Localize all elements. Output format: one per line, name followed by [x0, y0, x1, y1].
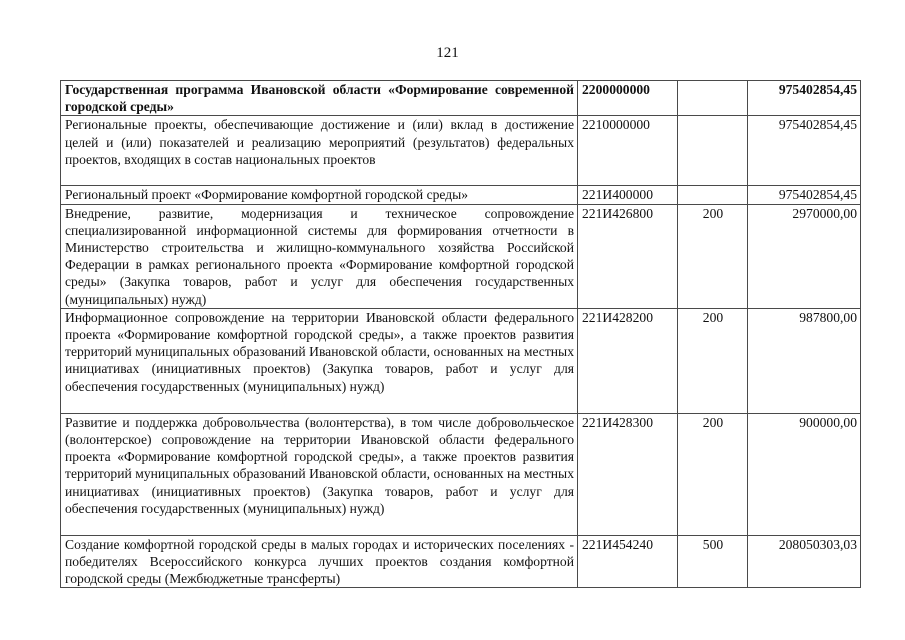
- row-amount: 975402854,45: [748, 186, 861, 204]
- row-target-code: 221И428200: [578, 308, 678, 413]
- row-name: Создание комфортной городской среды в малых городах и исторических поселениях - победителях Всероссийского конкурса лучших проектов создания комфортной городской среды (Межбюджетные трансферты): [61, 535, 578, 588]
- row-amount: 975402854,45: [748, 81, 861, 116]
- row-target-code: 221И426800: [578, 204, 678, 308]
- row-name: Внедрение, развитие, модернизация и техническое сопровождение специализированной информационной системы для формирования отчетности в Министерство строительства и жилищно-коммунального хозяйства Российской Федерации в рамках регионального проекта «Формирование комфортной городской среды» (Закупка товаров, работ и услуг для обеспечения государственных (муниципальных) нужд): [61, 204, 578, 308]
- row-expense-type: [678, 116, 748, 186]
- table-row-program: [61, 81, 861, 116]
- table-row: [61, 535, 861, 588]
- row-amount: 208050303,03: [748, 535, 861, 588]
- row-amount: 900000,00: [748, 413, 861, 535]
- row-expense-type: 200: [678, 308, 748, 413]
- row-amount: 987800,00: [748, 308, 861, 413]
- row-target-code: 2200000000: [578, 81, 678, 116]
- budget-table: [60, 80, 861, 588]
- row-target-code: 221И400000: [578, 186, 678, 204]
- row-expense-type: 200: [678, 413, 748, 535]
- table-row: [61, 186, 861, 204]
- row-name: Региональные проекты, обеспечивающие достижение и (или) вклад в достижение целей и (или) показателей и реализацию мероприятий (результатов) федеральных проектов, входящих в состав национальных проектов: [61, 116, 578, 186]
- row-expense-type: 500: [678, 535, 748, 588]
- row-amount: 2970000,00: [748, 204, 861, 308]
- row-target-code: 2210000000: [578, 116, 678, 186]
- table-row: [61, 116, 861, 186]
- page-number: 121: [436, 45, 459, 61]
- row-name: Региональный проект «Формирование комфортной городской среды»: [61, 186, 578, 204]
- row-target-code: 221И454240: [578, 535, 678, 588]
- row-name: Информационное сопровождение на территории Ивановской области федерального проекта «Формирование комфортной городской среды», а также проектов развития территорий муниципальных образований Ивановской области, основанных на местных инициативах (инициативных проектов) (Закупка товаров, работ и услуг для обеспечения государственных (муниципальных) нужд): [61, 308, 578, 413]
- row-expense-type: [678, 81, 748, 116]
- table-row: [61, 413, 861, 535]
- row-name: Развитие и поддержка добровольчества (волонтерства), в том числе добровольческое (волонтерское) сопровождение на территории Ивановской области федерального проекта «Формирование комфортной городской среды», а также проектов развития территорий муниципальных образований Ивановской области, основанных на местных инициативах (инициативных проектов) (Закупка товаров, работ и услуг для обеспечения государственных (муниципальных) нужд): [61, 413, 578, 535]
- row-name: Государственная программа Ивановской области «Формирование современной городской среды»: [61, 81, 578, 116]
- table-row: [61, 308, 861, 413]
- row-target-code: 221И428300: [578, 413, 678, 535]
- row-expense-type: [678, 186, 748, 204]
- table-row: [61, 204, 861, 308]
- row-expense-type: 200: [678, 204, 748, 308]
- row-amount: 975402854,45: [748, 116, 861, 186]
